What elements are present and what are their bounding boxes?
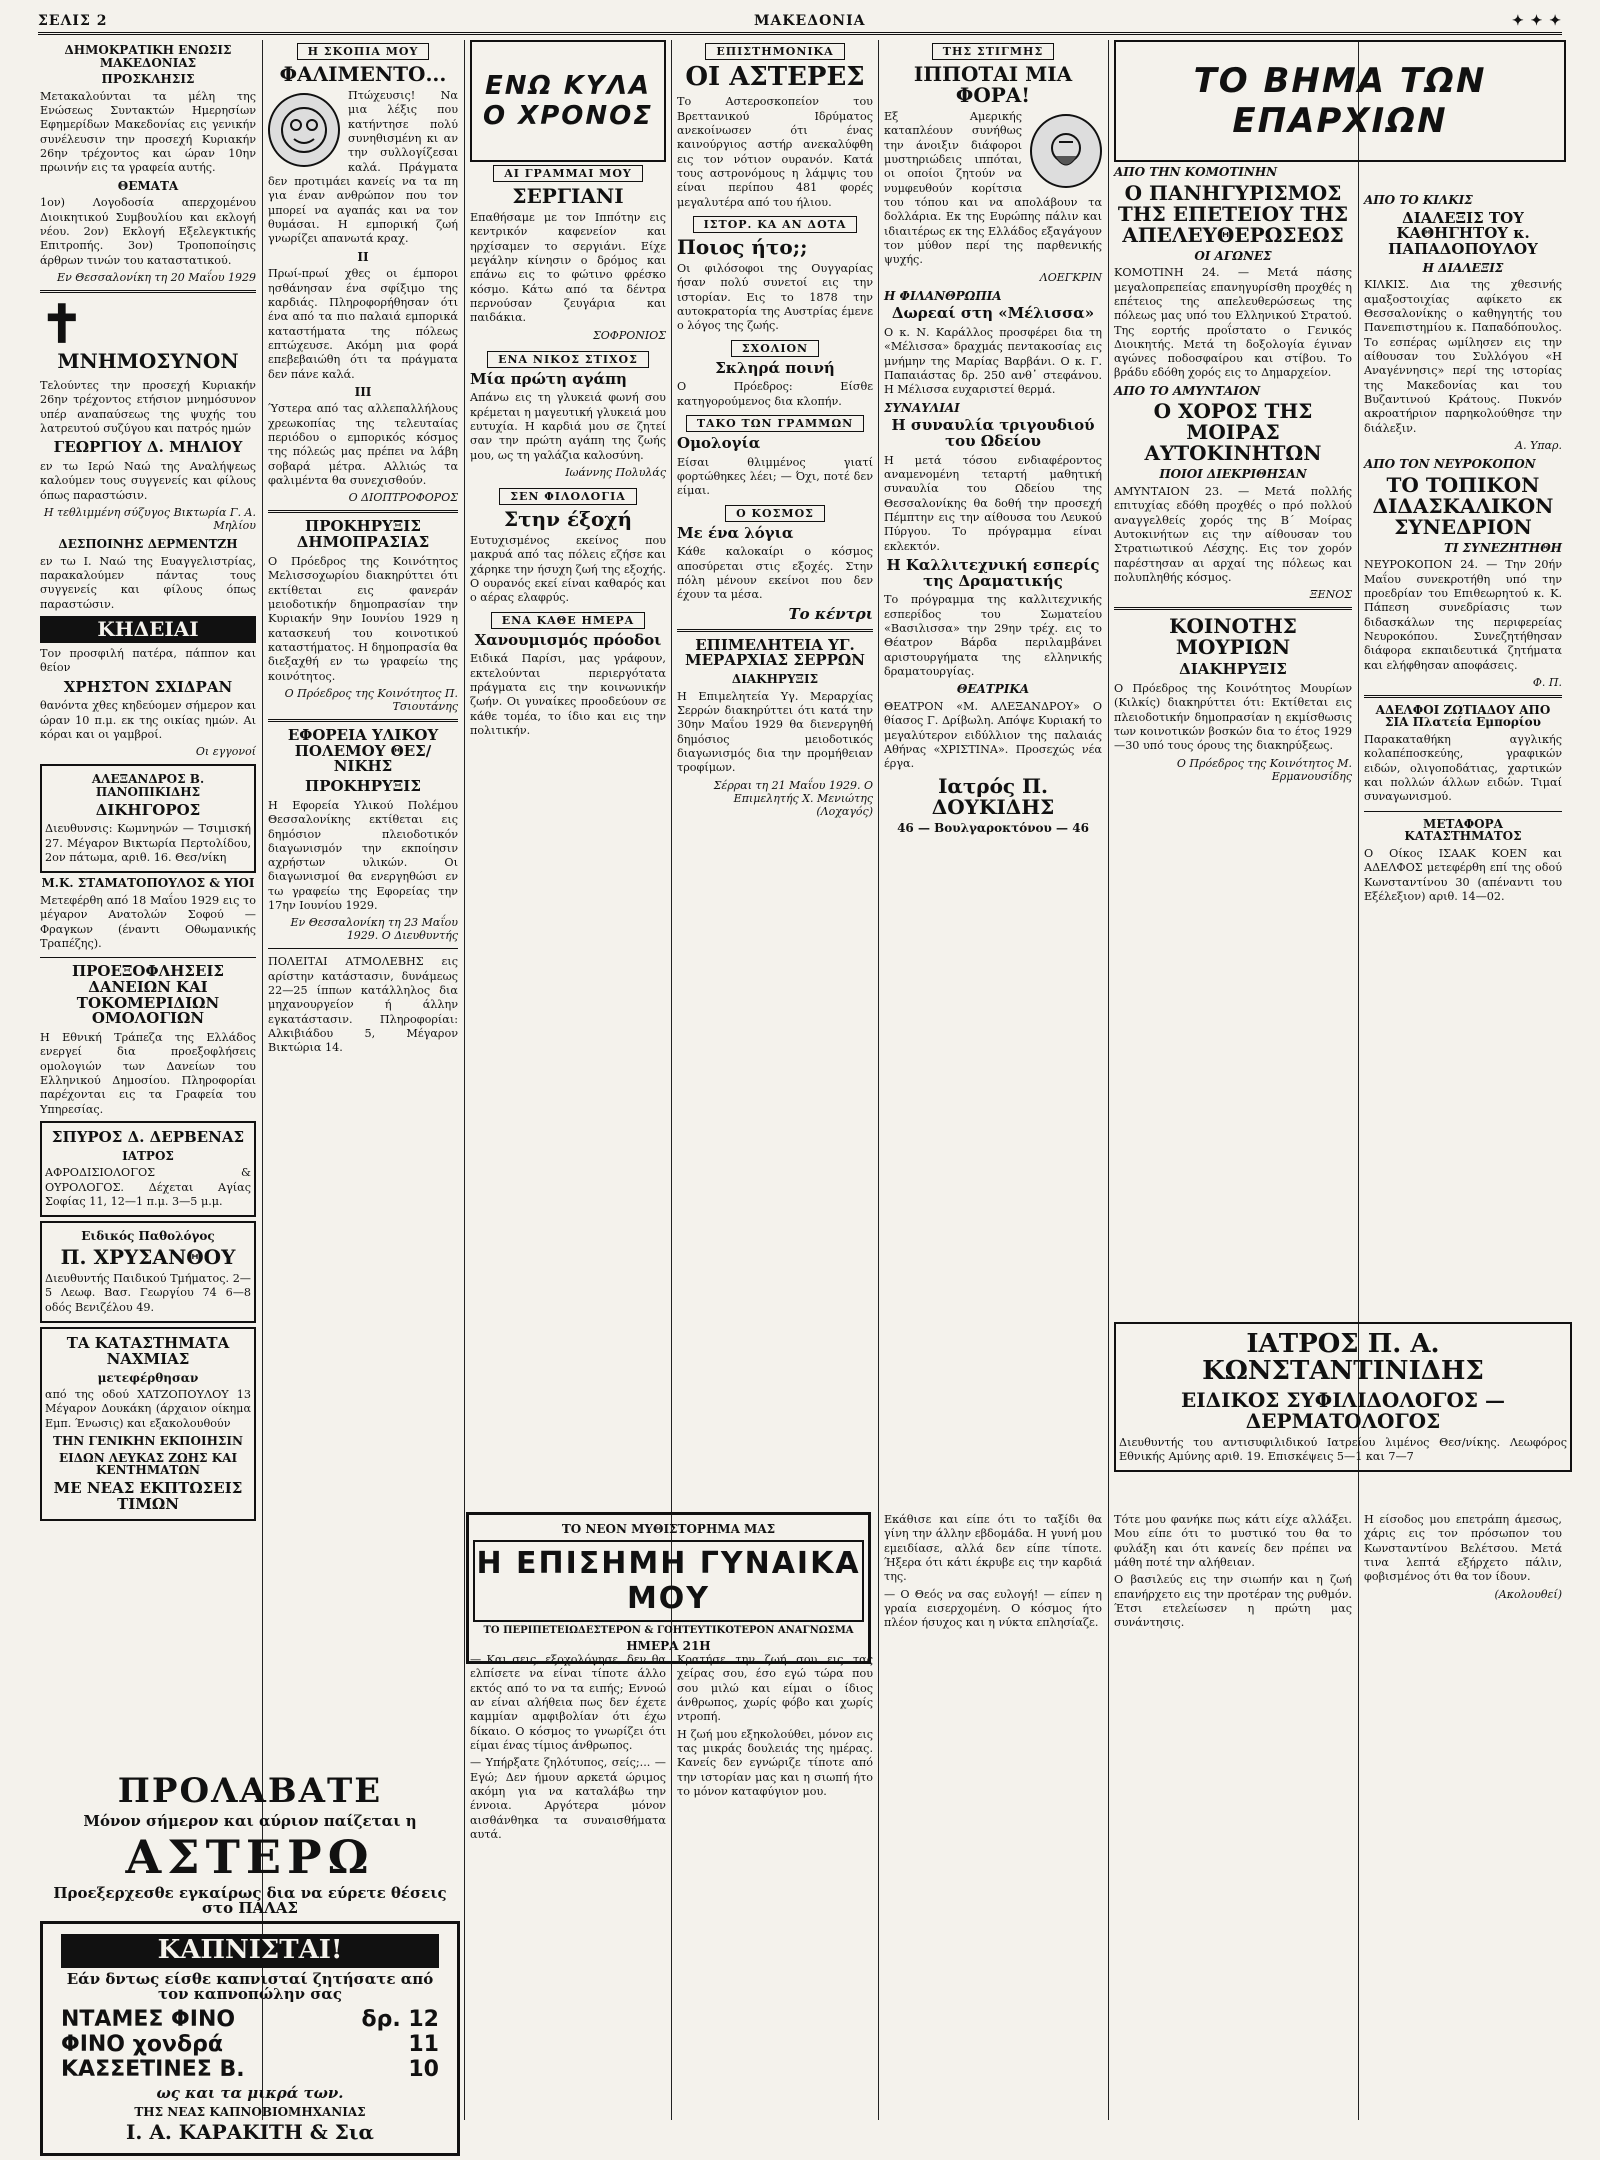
comment-body: Ο Πρόεδρος: Είσθε κατηγορούμενος δια κλοπήν. bbox=[677, 380, 873, 408]
tobacco-ad bbox=[40, 1921, 460, 2156]
tobacco-owner: Ι. Α. ΚΑΡΑΚΙΤΗ & Σια bbox=[126, 2120, 374, 2145]
science-title: ΟΙ ΑΣΤΕΡΕΣ bbox=[685, 62, 865, 92]
lawyer-address: Διευθυνσις: Κωμνηνών — Τσιμισκή 27. Μέγαρον Βικτωρία Περτολίδου, 2ον πάτωμα, αριθ. 16. Θεσ/νίκη bbox=[45, 822, 251, 864]
column-title-banner: ΕΝΩ ΚΥΛΑ Ο ΧΡΟΝΟΣ bbox=[470, 40, 666, 162]
novel-top: ΤΟ ΝΕΟΝ ΜΥΘΙΣΤΟΡΗΜΑ ΜΑΣ bbox=[561, 1522, 776, 1536]
novel-day: ΗΜΕΡΑ 21Η bbox=[626, 1639, 711, 1654]
kilkis-signature: Α. Υπαρ. bbox=[1515, 439, 1562, 453]
section-tag: Η ΣΚΟΠΙΑ ΜΟΥ bbox=[297, 43, 430, 60]
union-topics-heading: ΘΕΜΑΤΑ bbox=[117, 178, 179, 193]
prolabete-heading: ΠΡΟΛΑΒΑΤΕ bbox=[117, 1771, 383, 1811]
union-subheading: ΠΡΟΣΚΛΗΣΙΣ bbox=[101, 72, 195, 87]
moment-signature: ΛΟΕΓΚΡΙΝ bbox=[1039, 270, 1102, 284]
union-topics: 1ον) Λογοδοσία απερχομένου Διοικητικού Συμβουλίου και εκλογή νέου. 2ον) Εκλογή Εξελεγκτικής Επιτροπής. 3ον) Τροποποίησις άρθρων τινών του καταστατικού. bbox=[40, 196, 256, 267]
price-row-3: ΚΑΣΣΕΤΙΝΕΣ Β. 10 bbox=[61, 2057, 439, 2083]
kilkis-body: ΚΙΛΚΙΣ. Δια της χθεσινής αμαξοστοιχίας αφίκετο εκ Θεσσαλονίκης ο καθηγητής του Πανεπιστημίου κ. Παπαδόπουλος. Το εσπέρας ωμίλησεν εις την αίθουσαν του Συλλόγου «Η Αναγέννησις» περί της ιστορίας της Μακεδονίας και του Βυζαντινού Κράτους. Πυκνόν ακροατήριον παρηκολούθησε την διάλεξιν. bbox=[1364, 278, 1562, 435]
drama-body: Το πρόγραμμα της καλλιτεχνικής εσπερίδος του Σωματείου «Βασιλισσα» την 29ην τρέχ. εις το Θέατρον Βάρδα περιλαμβάνει αριστουργήματα της ελληνικής δραματουργίας. bbox=[884, 593, 1102, 679]
novel-p8: Ο βασιλεύς εις την σιωπήν και η ζωή επανήρχετο εις την προτέραν της ρυθμόν. Έτσι ετελείωσεν η πρώτη μας συνάντησις. bbox=[1114, 1573, 1352, 1630]
lawyer-ad bbox=[40, 764, 256, 873]
s1-tag: ΑΙ ΓΡΑΜΜΑΙ ΜΟΥ bbox=[493, 165, 643, 182]
s4-tag: ΕΝΑ ΚΑΘΕ ΗΜΕΡΑ bbox=[491, 612, 645, 629]
novel-col-4 bbox=[1114, 1510, 1352, 2120]
s3-body: Ευτυχισμένος εκείνος που μακρυά από τας πόλεις εζήσε και χάρηκε την ήσυχη ζωή της εξοχής. Ο ουρανός εκεί είναι καθαρός και ο αέρας ελαφρύς. bbox=[470, 534, 666, 605]
caricature-icon bbox=[268, 93, 340, 167]
komotini-body: ΚΟΜΟΤΙΝΗ 24. — Μετά πάσης μεγαλοπρεπείας επανηγυρίσθη προχθές η επέτειος της απελευθερώσεως της πόλεως μας υπό του Ελληνικού Στρατού. Της εορτής προΐστατο ο Γενικός Διοικητής. Μετά τη δοξολογία έγιναν αγώνες ποδοσφαίρου και στίβου. Το βράδυ εδόθη χορός εις το Δημαρχείον. bbox=[1114, 266, 1352, 380]
doctor-2-title: Ειδικός Παθολόγος bbox=[81, 1229, 215, 1244]
konstantinidis-name: ΙΑΤΡΟΣ Π. Α. ΚΩΝΣΤΑΝΤΙΝΙΔΗΣ bbox=[1202, 1329, 1484, 1387]
funeral-body-2: θανόντα χθες κηδεύομεν σήμερον και ώραν 10 π.μ. εκ της οικίας ημών. Αι κόραι και οι γαμβροί. bbox=[40, 699, 256, 741]
funeral-heading: ΚΗΔΕΙΑΙ bbox=[40, 616, 256, 643]
film-title: ΑΣΤΕΡΩ bbox=[125, 1830, 375, 1885]
zotiadou-body: Παρακαταθήκη αγγλικής κολαπέποσκεύης, γραφικών ειδών, ολιγοποδάτιας, χαρτικών και πολλών άλλων ειδών. Τιμαί συναγωνισμού. bbox=[1364, 733, 1562, 804]
amyntaion-title: Ο ΧΟΡΟΣ ΤΗΣ ΜΟΙΡΑΣ ΑΥΤΟΚΙΝΗΤΩΝ bbox=[1144, 399, 1322, 466]
masthead bbox=[38, 10, 1562, 35]
comment-title: Σκληρά ποινή bbox=[715, 358, 835, 377]
only-today: Μόνον σήμερον και αύριον παίζεται η bbox=[83, 1811, 417, 1830]
column-3 bbox=[470, 40, 666, 1500]
philanthropy-body: Ο κ. Ν. Καράλλος προσφέρει δια τη «Μέλισσα» δραχμάς πεντακοσίας εις μνήμην της Μαρίας Βαρβάνι. Ο κ. Γ. Παπαιάστας δρ. 250 ανθ᾽ στεφάνου. Η Μέλισσα ευχαριστεί θερμά. bbox=[884, 325, 1102, 397]
kilkis-tag: ΑΠΟ ΤΟ ΚΙΛΚΙΣ bbox=[1364, 193, 1473, 207]
confession-body: Είσαι θλιμμένος γιατί φορτώθηκες λέει; — Όχι, ποτέ δεν είμαι. bbox=[677, 455, 873, 498]
doctor-1-body: ΑΦΡΟΔΙΣΙΟΛΟΓΟΣ & ΟΥΡΟΛΟΓΟΣ. Δέχεται Αγίας Σοφίας 11, 12—1 π.μ. 3—5 μ.μ. bbox=[45, 1166, 251, 1209]
memorial-signature: Η τεθλιμμένη σύζυγος Βικτωρία Γ. Α. Μηλίου bbox=[43, 506, 256, 533]
history-title: Ποιος ήτο;; bbox=[677, 234, 808, 259]
tobacco-body: Εάν δντως είσθε καπνισταί ζητήσατε από τον καπνοπώλην σας bbox=[66, 1969, 434, 2004]
sting-title: Το κέντρι bbox=[788, 604, 873, 623]
s1-signature: ΣΟΦΡΟΝΙΟΣ bbox=[593, 328, 666, 342]
kilkis-subheading: Η ΔΙΑΛΕΞΙΣ bbox=[1422, 260, 1504, 275]
nevrokopi-title: ΤΟ ΤΟΠΙΚΟΝ ΔΙΔΑΣΚΑΛΙΚΟΝ ΣΥΝΕΔΡΙΟΝ bbox=[1372, 472, 1554, 539]
column-7 bbox=[1364, 190, 1562, 1310]
boiler-ad: ΠΟΛΕΙΤΑΙ ΑΤΜΟΛΕΒΗΣ εις αρίστην κατάστασιν, δυνάμεως 22—25 ίππων κατάλληλος δια μηχανουργείον ή άλλην εγκατάστασιν. Πληροφορίαι: Αλκιβιάδου 5, Μέγαρον Βικτώρια 14. bbox=[268, 955, 458, 1055]
union-date: Εν Θεσσαλονίκη τη 20 Μαΐου 1929 bbox=[57, 270, 256, 284]
amyntaion-tag: ΑΠΟ ΤΟ ΑΜΥΝΤΑΙΟΝ bbox=[1114, 383, 1261, 398]
war-material-body: Η Εφορεία Υλικού Πολέμου Θεσσαλονίκης εκτίθεται εις δημόσιον πλειοδοτικόν διαγωνισμόν την εκποίησιν αχρήστων υλικών. Οι διαγωνισμοί θα ενεργηθώσι εν τω γραφείω της Εφορείας την 17ην Ιουνίου 1929. bbox=[268, 798, 458, 913]
novel-p6: — Ο Θεός να σας ευλογή! — είπεν η γραία εισερχομένη. Ο κόσμος ήτο πλέον ήσυχος και η νύκτα επλησίαζε. bbox=[884, 1587, 1102, 1630]
novel-subtitle: ΤΟ ΠΕΡΙΠΕΤΕΙΩΔΕΣΤΕΡΟΝ & ΓΟΗΤΕΥΤΙΚΟΤΕΡΟΝ ΑΝΑΓΝΩΣΜΑ bbox=[483, 1624, 854, 1636]
stam-heading: Μ.Κ. ΣΤΑΜΑΤΟΠΟΥΛΟΣ & ΥΙΟΙ bbox=[41, 876, 255, 891]
world-title: Με ένα λόγια bbox=[677, 523, 794, 542]
concerts-tag: ΣΥΝΑΥΛΙΑΙ bbox=[884, 400, 960, 415]
widow-body: εν τω Ι. Ναώ της Ευαγγελιστρίας, παρακαλούμεν πάντας τους συγγενείς και φίλους όπως παραστώσιν. bbox=[40, 554, 256, 611]
article-p1: Πτώχευσις! Να μια λέξις που κατήντησε πολύ συνηθισμένη κι αν την συλλογίζεσαι καλά. Πράγματα δεν προτιμάει κανείς να τα πη για έναν ανθρώπον που τον μπορεί να αγαπάς και να τον θυμάσαι. Η εμπορική ζωή γνωρίζει απανωτά κραχ. bbox=[268, 89, 458, 246]
nevrokopi-tag: ΑΠΟ ΤΟΝ ΝΕΥΡΟΚΟΠΟΝ bbox=[1364, 457, 1536, 472]
war-material-heading: ΕΦΟΡΕΙΑ ΥΛΙΚΟΥ ΠΟΛΕΜΟΥ ΘΕΣ/ΝΙΚΗΣ bbox=[287, 725, 439, 776]
doctor-1-ad bbox=[40, 1121, 256, 1217]
loans-body: Η Εθνική Τράπεζα της Ελλάδος ενεργεί δια προεξοφλήσεις ομολογιών των Δανείων του Ελληνικού Δημοσίου. Πληροφορίαι παρέχονται εις τα Γραφεία του Υπηρεσίας. bbox=[40, 1031, 256, 1116]
s4-title: Χανουμισμός πρόοδοι bbox=[474, 630, 662, 649]
s2-title: Μία πρώτη αγάπη bbox=[470, 369, 627, 388]
shop-heading: ΤΑ ΚΑΤΑΣΤΗΜΑΤΑ ΝΑΧΜΙΑΣ bbox=[66, 1334, 230, 1368]
auction-body: Ο Πρόεδρος της Κοινότητος Μελισσοχωρίου διακηρύττει ότι εκτίθεται εις φανεράν μειοδοτικήν δημοπρασίαν την Κυριακήν 9ην Ιουνίου 1929 η κατασκευή του κοινοτικού καταστήματος. Η δημοπρασία θα διεξαχθή εν τω γραφείω της κοινότητος. bbox=[268, 554, 458, 683]
column-1 bbox=[40, 40, 256, 1513]
s3-title: Στην έξοχή bbox=[503, 507, 633, 532]
column-2: Η ΣΚΟΠΙΑ ΜΟΥ ΦΑΛΙΜΕΝΤΟ... Πτώχευσις! Να μια λέξις που κατήντησε πολύ συνηθισμένη κι αν την συλλογίζεσαι καλά. Πράγματα δεν προτιμάει κανείς να τα πη για έναν ανθρώπον που τον μπορεί να αγαπάς και να τον θυμάσαι. Η εμπορική ζωή γνωρίζει απανωτά κραχ. II Πρωί-πρωί χθες οι έμποροι ησθάνησαν ένα σφίξιμο της καρδιάς. Πληροφορήθησαν ότι ένα από τα πιο παλαιά εμπορικά καταστήματα της πόλεως επτώχευσε. Ακόμη μια φορά επεβεβαιώθη ότι τα πράγματα δεν πάνε καλά. III Ύστερα από τας αλλεπαλλήλους χρεωκοπίας της τελευταίας περιόδου ο εμπορικός κόσμος της πόλεώς μας πρέπει να λάβη σοβαρά μέτρα. Αλλιώς τα φαλιμέντα θα συνεχισθούν. Ο ΔΙΟΠΤΡΟΦΟΡΟΣ ΠΡΟΚΗΡΥΞΙΣ ΔΗΜΟΠΡΑΣΙΑΣ Ο Πρόεδρος της Κοινότητος Μελισσοχωρίου διακηρύττει ότι εκτίθεται εις φανεράν μειοδοτικήν δημοπρασίαν την Κυριακήν 9ην Ιουνίου 1929 η κατασκευή του κοινοτικού καταστήματος. Η δημοπρασία θα διεξαχθή εν τω γραφείω της κοινότητος. Ο Πρόεδρος της Κοινότητος Π. Τσιουτάνης ΕΦΟΡΕΙΑ ΥΛΙΚΟΥ ΠΟΛΕΜΟΥ ΘΕΣ/ΝΙΚΗΣ ΠΡΟΚΗΡΥΞΙΣ Η Εφορεία Υλικού Πολέμου Θεσσαλονίκης εκτίθεται εις δημόσιον πλειοδοτικόν διαγωνισμόν την εκποίησιν αχρήστων υλικών. Οι διαγωνισμοί θα ενεργηθώσι εν τω γραφείω της Εφορείας την 17ην Ιουνίου 1929. Εν Θεσσαλονίκη τη 23 Μαΐου 1929. Ο Διευθυντής ΠΟΛΕΙΤΑΙ ΑΤΜΟΛΕΒΗΣ εις αρίστην κατάστασιν, δυνάμεως 22—25 ίππων κατάλληλος δια μηχανουργείον ή άλλην εγκατάστασιν. Πληροφορίαι: Αλκιβιάδου 5, Μέγαρον Βικτώρια 14. bbox=[268, 45, 458, 1055]
doukidis-name: Ιατρός Π. ΔΟΥΚΙΔΗΣ bbox=[931, 773, 1055, 819]
union-heading: ΔΗΜΟΚΡΑΤΙΚΗ ΕΝΩΣΙΣ ΜΑΚΕΔΟΝΙΑΣ bbox=[64, 43, 232, 70]
novel-p9: Η είσοδος μου επετράπη άμεσως, χάρις εις τον πρόσωπον του Κωνσταντίνου Βελέτσου. Μετά τινα λεπτά εξήρχετο πάλιν, φοβισμένος ότι θα τον ίδουν. bbox=[1364, 1513, 1562, 1584]
novel-p1: — Και σεις, εξοχολόγησε, δεν θα ελπίσετε να είναι τίποτε άλλο εκτός από το να τα ειπής; Εννοώ αν είναι αλήθεια πως δεν έχετε καμμίαν αμφιβολίαν ότι έχω δίκαιο. Ο κόσμος το γνωρίζει ότι είμαι ένας τίμιος άνθρωπος. bbox=[470, 1653, 666, 1752]
relocation-body: Ο Οίκος ΙΣΑΑΚ ΚΟΕΝ και ΑΔΕΛΦΟΣ μετεφέρθη επί της οδού Κωνσταντίνου 30 (απέναντι του Εξέλεξιον) αριθ. 14—02. bbox=[1364, 846, 1562, 903]
theatre-body: ΘΕΑΤΡΟΝ «Μ. ΑΛΕΞΑΝΔΡΟΥ» Ο θίασος Γ. Δρίβωλη. Απόψε Κυριακή το μεγαλύτερον ειδύλλιον της παλαιάς Αθήνας «ΧΡΙΣΤΙΝΑ». Προσεχώς νέα έργα. bbox=[884, 700, 1102, 771]
novel-p3: Κρατήσε την ζωή σου εις τας χείρας σου, έσο εγώ τώρα που σου μιλώ και είμαι ο ίδιος άνθρωπος, χωρίς φόβο και χωρίς ντροπή. bbox=[677, 1653, 873, 1724]
reserve-line: Προεξερχεσθε εγκαίρως δια να εύρετε θέσεις στο ΠΑΛΑΣ bbox=[53, 1883, 447, 1918]
moment-title: ΙΠΠΟΤΑΙ ΜΙΑ ΦΟΡΑ! bbox=[913, 62, 1073, 107]
price-row-1: ΝΤΑΜΕΣ ΦΙΝΟ δρ. 12 bbox=[61, 2007, 439, 2033]
s4-body: Ειδικά Παρίσι, μας γράφουν, εκτελούνται περιεργότατα πράγματα εις την κοινωνικήν ζωήν. Οι γυναίκες προοδεύουν σε κάθε τομέα, το ίδιο και εις την πολιτικήν. bbox=[470, 652, 666, 738]
novel-p4: Η ζωή μου εξηκολούθει, μόνον εις τας μικράς δουλειάς της ημέρας. Κανείς δεν εγνώριζε τίποτε από την ιστορίαν μας και η σιωπή ήτο το μόνον καταφύγιον μου. bbox=[677, 1727, 873, 1798]
tobacco-note: ως και τα μικρά των. bbox=[156, 2084, 344, 2103]
loans-heading: ΠΡΟΕΞΟΦΛΗΣΕΙΣ ΔΑΝΕΙΩΝ ΚΑΙ ΤΟΚΟΜΕΡΙΔΙΩΝ ΟΜΟΛΟΓΙΩΝ bbox=[71, 962, 225, 1028]
komotini-tag: ΑΠΟ ΤΗΝ ΚΟΜΟΤΙΝΗΝ bbox=[1114, 165, 1278, 179]
komotini-subheading: ΟΙ ΑΓΩΝΕΣ bbox=[1194, 248, 1272, 263]
provinces-banner: ΤΟ ΒΗΜΑ ΤΩΝ ΕΠΑΡΧΙΩΝ bbox=[1114, 40, 1566, 162]
s3-tag: ΣΕΝ ΦΙΛΟΛΟΓΙΑ bbox=[499, 488, 637, 505]
s2-signature: Ιωάννης Πολυλάς bbox=[565, 466, 666, 480]
philanthropy-tag: Η ΦΙΛΑΝΘΡΩΠΙΑ bbox=[884, 288, 1002, 303]
memorial-body: Τελούντες την προσεχή Κυριακήν 26ην τρέχοντος ετήσιον μνημόσυνον υπέρ αναπαύσεως της ψυχής του λατρευτού συζύγου και πατρός ημών bbox=[40, 378, 256, 435]
article-title: ΦΑΛΙΜΕΝΤΟ... bbox=[279, 62, 447, 86]
s1-body: Επαθήσαμε με τον Ιππότην εις κεντρικόν καφενείον και ηρχίσαμεν το σεργιάνι. Είχε μεγάλην κίνησιν ο δρόμος και επάνω εις το φώτινο φρέσκο κόσμο. Κάτω από τα δέντρα περνούσαν ζευγάρια και παιδάκια. bbox=[470, 211, 666, 325]
relocation-heading: ΜΕΤΑΦΟΡΑ ΚΑΤΑΣΤΗΜΑΤΟΣ bbox=[1404, 816, 1522, 844]
funeral-signature: Οι εγγονοί bbox=[195, 745, 256, 759]
philanthropy-title: Δωρεαί στη «Μέλισσα» bbox=[891, 304, 1095, 323]
price-row-2: ΦΙΝΟ χονδρά 11 bbox=[61, 2032, 439, 2058]
s2-tag: ΕΝΑ ΝΙΚΟΣ ΣΤΙΧΟΣ bbox=[487, 351, 649, 368]
serres-heading: ΕΠΙΜΕΛΗΤΕΙΑ ΥΓ. ΜΕΡΑΡΧΙΑΣ ΣΕΡΡΩΝ bbox=[684, 635, 865, 670]
concerts-body: Η μετά τόσου ενδιαφέροντος αναμενομένη τεταρτή μαθητική συναυλία του Ωδείου της Θεσσαλονίκης θα δοθή την προσεχή Πέμπτην εις την αίθουσα του Λευκού Πύργου. Το πρόγραμμα είναι εκλεκτόν. bbox=[884, 453, 1102, 553]
shop-ad bbox=[40, 1327, 256, 1521]
history-body: Οι φιλόσοφοι της Ουγγαρίας ήσαν πολύ συνετοί εις την ιστορίαν. Εις το 1878 την αυτοκρατορία της Αυστρίας έμενε ο λόγος της ζωής. bbox=[677, 261, 873, 333]
konstantinidis-ad bbox=[1114, 1322, 1572, 1472]
zotiadou-heading: ΑΔΕΛΦΟΙ ΖΩΤΙΑΔΟΥ ΑΠΟ ΣΙΑ Πλατεία Εμπορίου bbox=[1375, 702, 1551, 730]
serres-body: Η Επιμελητεία Υγ. Μεραρχίας Σερρών διακηρύττει ότι κατά την 30ην Μαΐου 1929 θα διενεργηθή δημόσιος μειοδοτικός διαγωνισμός δια την προμήθειαν τροφίμων. bbox=[677, 689, 873, 775]
konstantinidis-title: ΕΙΔΙΚΟΣ ΣΥΦΙΛΙΔΟΛΟΓΟΣ — ΔΕΡΜΑΤΟΛΟΓΟΣ bbox=[1180, 1387, 1506, 1433]
science-tag: ΕΠΙΣΤΗΜΟΝΙΚΑ bbox=[705, 43, 844, 60]
column-5 bbox=[884, 40, 1102, 1500]
doctor-1-title: ΙΑΤΡΟΣ bbox=[122, 1148, 174, 1163]
nevrokopi-body: ΝΕΥΡΟΚΟΠΟΝ 24. — Την 20ήν Μαΐου συνεκροτήθη υπό την προεδρίαν του Επιθεωρητού κ. Κ. Πάπεση συνεδρίασις των διδασκάλων της περιφερείας Νευροκόπου. Συνεζητήθησαν διάφορα εκπαιδευτικά ζητήματα και ελήφθησαν αποφάσεις. bbox=[1364, 558, 1562, 672]
nevrokopi-signature: Φ. Π. bbox=[1532, 675, 1562, 689]
doctor-1-name: ΣΠΥΡΟΣ Δ. ΔΕΡΒΕΝΑΣ bbox=[51, 1128, 245, 1147]
column-4 bbox=[677, 40, 873, 1500]
article-p2: Πρωί-πρωί χθες οι έμποροι ησθάνησαν ένα σφίξιμο της καρδιάς. Πληροφορήθησαν ότι ένα από τα πιο παλαιά εμπορικά καταστήματα της πόλεως επτώχευσε. Ακόμη μια φορά επεβεβαιώθη ότι τα πράγματα δεν πάνε καλά. bbox=[268, 267, 458, 381]
tobacco-heading: ΚΑΠΝΙΣΤΑΙ! bbox=[61, 1934, 439, 1967]
amyntaion-body: ΑΜΥΝΤΑΙΟΝ 23. — Μετά πολλής επιτυχίας εδόθη προχθές ο πρό πολλού αναγγελθείς χορός της Β΄ Μοίρας Αυτοκινήτων εις την αίθουσαν του Στρατιωτικού Λέσχης. Εις τον χορόν παρέστησαν αι αρχαί της πόλεως και πολυπληθής κόσμος. bbox=[1114, 485, 1352, 584]
novel-col-5 bbox=[1364, 1510, 1562, 2120]
lawyer-name: ΑΛΕΞΑΝΔΡΟΣ Β. ΠΑΝΟΠΙΚΙΔΗΣ bbox=[91, 772, 205, 799]
article-signature: Ο ΔΙΟΠΤΡΟΦΟΡΟΣ bbox=[348, 491, 458, 505]
widow-heading: ΔΕΣΠΟΙΝΗΣ ΔΕΡΜΕΝΤΖΗ bbox=[58, 537, 238, 552]
serres-subheading: ΔΙΑΚΗΡΥΞΙΣ bbox=[731, 672, 819, 687]
novel-p7: Τότε μου φανήκε πως κάτι είχε αλλάξει. Μου είπε ότι το μυστικό του θα το φυλάξη και ότι κανείς δεν πρέπει να μάθη ποτέ την αλήθειαν. bbox=[1114, 1513, 1352, 1569]
auction-signature: Ο Πρόεδρος της Κοινότητος Π. Τσιουτάνης bbox=[284, 686, 458, 713]
kilkis-title: ΔΙΑΛΕΞΙΣ ΤΟΥ ΚΑΘΗΓΗΤΟΥ κ. ΠΑΠΑΔΟΠΟΥΛΟΥ bbox=[1388, 208, 1538, 259]
war-material-signature: Εν Θεσσαλονίκη τη 23 Μαΐου 1929. Ο Διευθυντής bbox=[290, 916, 458, 943]
mourion-heading: ΚΟΙΝΟΤΗΣ ΜΟΥΡΙΩΝ bbox=[1169, 614, 1297, 660]
world-tag: Ο ΚΟΣΜΟΣ bbox=[725, 505, 825, 522]
novel-continues: (Ακολουθεί) bbox=[1494, 1587, 1562, 1601]
s2-body: Απάνω εις τη γλυκειά φωνή σου κρέμεται η μαγευτική γλυκειά μου ευτυχία. Η καρδιά μου σε ζητεί σαν την πρώτη αγάπη της ζωής μου, ως τη γαλάζια καλοσύνη. bbox=[470, 391, 666, 462]
funeral-name: ΧΡΗΣΤΟΝ ΣΧΙΔΡΑΝ bbox=[63, 677, 233, 696]
science-body: Το Αστεροσκοπείον του Βρεττανικού Ιδρύματος ανεκοίνωσεν ότι ένας καινούργιος αστήρ ανεκαλύφθη εις τον νότιον ουρανόν. Κατά τους αστρονόμους η λάμψις του είναι περίπου 481 φορές μεγαλυτέρα από του ήλιου. bbox=[677, 95, 873, 209]
funeral-body: Τον προσφιλή πατέρα, πάππον και θείον bbox=[40, 646, 256, 675]
theatre-tag: ΘΕΑΤΡΙΚΑ bbox=[956, 682, 1030, 697]
tobacco-factory: ΤΗΣ ΝΕΑΣ ΚΑΠΝΟΒΙΟΜΗΧΑΝΙΑΣ bbox=[134, 2104, 366, 2119]
masthead-ornament: ✦ ✦ ✦ bbox=[1512, 13, 1562, 29]
novel-col-1 bbox=[470, 1650, 666, 2120]
konstantinidis-address: Διευθυντής του αντισυφιλιδικού Ιατρείου λιμένος Θεσ/νίκης. Λεωφόρος Εθνικής Αμύνης αριθ. 19. Επισκέψεις 5—1 και 7—7 bbox=[1119, 1435, 1567, 1463]
moment-tag: ΤΗΣ ΣΤΙΓΜΗΣ bbox=[932, 43, 1054, 60]
memorial-heading: ΜΝΗΜΟΣΥΝΟΝ bbox=[57, 348, 239, 373]
novel-p5: Εκάθισε και είπε ότι το ταξίδι θα γίνη την άλλην εβδομάδα. Η γυνή μου εμειδίασε, αλλά δεν είπε τίποτε. Ήξερα ότι κάτι έκρυβε εις την καρδιά της. bbox=[884, 1513, 1102, 1584]
shop-subheading: μετεφέρθησαν bbox=[97, 1370, 199, 1385]
auction-heading: ΠΡΟΚΗΡΥΞΙΣ ΔΗΜΟΠΡΑΣΙΑΣ bbox=[296, 517, 430, 552]
knight-portrait-icon bbox=[1030, 114, 1102, 188]
mourion-body: Ο Πρόεδρος της Κοινότητος Μουρίων (Κιλκίς) διακηρύττει ότι: Εκτίθεται εις πλειοδοτικήν δημοπρασίαν η εκμίσθωσις των κοινοτικών βοσκών δια το έτος 1929—30 υπό τους όρους της διακηρύξεως. bbox=[1114, 682, 1352, 753]
amyntaion-signature: ΞΕΝΟΣ bbox=[1309, 588, 1352, 602]
novel-col-3 bbox=[884, 1510, 1102, 2120]
s1-title: ΣΕΡΓΙΑΝΙ bbox=[512, 184, 624, 208]
article-p3: Ύστερα από τας αλλεπαλλήλους χρεωκοπίας της τελευταίας περιόδου ο εμπορικός κόσμος της πόλεώς μας πρέπει να λάβη σοβαρά μέτρα. Αλλιώς τα φαλιμέντα θα συνεχισθούν. bbox=[268, 402, 458, 488]
doukidis-address: 46 — Βουλγαροκτόνου — 46 bbox=[897, 820, 1089, 835]
shop-sale-2: ΕΙΔΩΝ ΛΕΥΚΑΣ ΖΩΗΣ ΚΑΙ ΚΕΝΤΗΜΑΤΩΝ bbox=[58, 1450, 238, 1478]
price-list bbox=[61, 2007, 439, 2082]
war-material-subheading: ΠΡΟΚΗΡΥΞΙΣ bbox=[305, 777, 421, 796]
mourion-subheading: ΔΙΑΚΗΡΥΞΙΣ bbox=[1179, 660, 1287, 679]
confession-title: Ομολογία bbox=[677, 433, 761, 452]
comment-tag: ΣΧΟΛΙΟΝ bbox=[731, 340, 819, 357]
serres-signature: Σέρραι τη 21 Μαΐου 1929. Ο Επιμελητής Χ. Μενιώτης (Λοχαγός) bbox=[713, 778, 873, 818]
novel-banner bbox=[466, 1508, 871, 1668]
doctor-2-ad bbox=[40, 1221, 256, 1323]
memorial-block bbox=[40, 293, 256, 612]
novel-col-2 bbox=[677, 1650, 873, 2120]
amyntaion-subheading: ΠΟΙΟΙ ΔΙΕΚΡΙΘΗΣΑΝ bbox=[1159, 467, 1307, 482]
memorial-name: ΓΕΩΡΓΙΟΥ Δ. ΜΗΛΙΟΥ bbox=[53, 438, 243, 457]
nevrokopi-subheading: ΤΙ ΣΥΝΕΖΗΤΗΘΗ bbox=[1443, 540, 1562, 555]
concerts-title: Η συναυλία τριγουδιού του Ωδείου bbox=[891, 416, 1095, 450]
komotini-title: Ο ΠΑΝΗΓΥΡΙΣΜΟΣ ΤΗΣ ΕΠΕΤΕΙΟΥ ΤΗΣ ΑΠΕΛΕΥΘΕΡΩΣΕΩΣ bbox=[1117, 180, 1349, 247]
paper-name: ΜΑΚΕΔΟΝΙΑ bbox=[754, 13, 866, 29]
lawyer-title: ΔΙΚΗΓΟΡΟΣ bbox=[95, 800, 201, 819]
shop-sale-1: ΤΗΝ ΓΕΝΙΚΗΝ ΕΚΠΟΙΗΣΙΝ bbox=[53, 1434, 243, 1449]
doctor-2-name: Π. ΧΡΥΣΑΝΘΟΥ bbox=[60, 1245, 236, 1270]
union-body: Μετακαλούνται τα μέλη της Ενώσεως Συντακτών Ημερησίων Εφημερίδων Μακεδονίας εις γενικήν συνέλευσιν την προσεχή Κυριακήν 26ην τρέχοντος και ώραν 10ην πρωινήν εις τα γραφεία αυτής. bbox=[40, 89, 256, 175]
world-body: Κάθε καλοκαίρι ο κόσμος αποσύρεται στις εξοχές. Στην πόλη μένουν εκείνοι που δεν έχουν τα μέσα. bbox=[677, 545, 873, 602]
drama-title: Η Καλλιτεχνική εσπερίς της Δραματικής bbox=[886, 555, 1100, 590]
confession-tag: ΤΑΚΟ ΤΩΝ ΓΡΑΜΜΩΝ bbox=[686, 415, 864, 432]
page-number: ΣΕΛΙΣ 2 bbox=[38, 13, 108, 29]
novel-title: Η ΕΠΙΣΗΜΗ ΓΥΝΑΙΚΑ ΜΟΥ bbox=[473, 1540, 864, 1622]
memorial-body-2: εν τω Ιερώ Ναώ της Αναλήψεως καλούμεν τους συγγενείς και φίλους όπως παραστώσιν. bbox=[40, 460, 256, 502]
mourion-signature: Ο Πρόεδρος της Κοινότητος Μ. Ερμανουσίδης bbox=[1176, 756, 1352, 783]
stam-body: Μετεφέρθη από 18 Μαΐου 1929 εις το μέγαρον Ανατολών Σοφού — Φραγκων (έναντι Οθωμανικής Τραπέζης). bbox=[40, 893, 256, 950]
cross-icon: ✝ bbox=[40, 293, 84, 355]
novel-p2: — Υπήρξατε ζηλότυπος, σείς;... — Εγώ; Δεν ήμουν αρκετά ώριμος ακόμη για να καταλάβω την έννοια. Αργότερα μόνον αισθάνθηκα τα συναισθήματα αυτά. bbox=[470, 1756, 666, 1841]
moment-body: Εξ Αμερικής καταπλέουν συνήθως την άνοιξιν διάφοροι μυστηριώδεις ιππόται, οι οποίοι ζητούν να νυμφευθούν κορίτσια του τόπου και να απολάβουν τα δολλάρια. Εκ της Ευρώπης πάλιν και ιδιαιτέρως εκ της Ελλάδος εξαγάγουν τον μύθον περί της παρθενικής ψυχής. bbox=[884, 110, 1102, 267]
shop-sale-3: ΜΕ ΝΕΑΣ ΕΚΠΤΩΣΕΙΣ ΤΙΜΩΝ bbox=[53, 1478, 243, 1513]
bottom-left-ads bbox=[40, 1770, 460, 2160]
shop-body: από της οδού ΧΑΤΖΟΠΟΥΛΟΥ 13 Μέγαρον Δουκάκη (άρχαιον οίκημα Εμπ. Ένωσις) και εξακολουθούν bbox=[45, 1388, 251, 1430]
doctor-2-body: Διευθυντής Παιδικού Τμήματος. 2—5 Λεωφ. Βασ. Γεωργίου 74 6—8 οδός Βενιζέλου 49. bbox=[45, 1272, 251, 1314]
history-tag: ΙΣΤΟΡ. ΚΑ ΑΝ ΔΟΤΑ bbox=[693, 216, 858, 233]
